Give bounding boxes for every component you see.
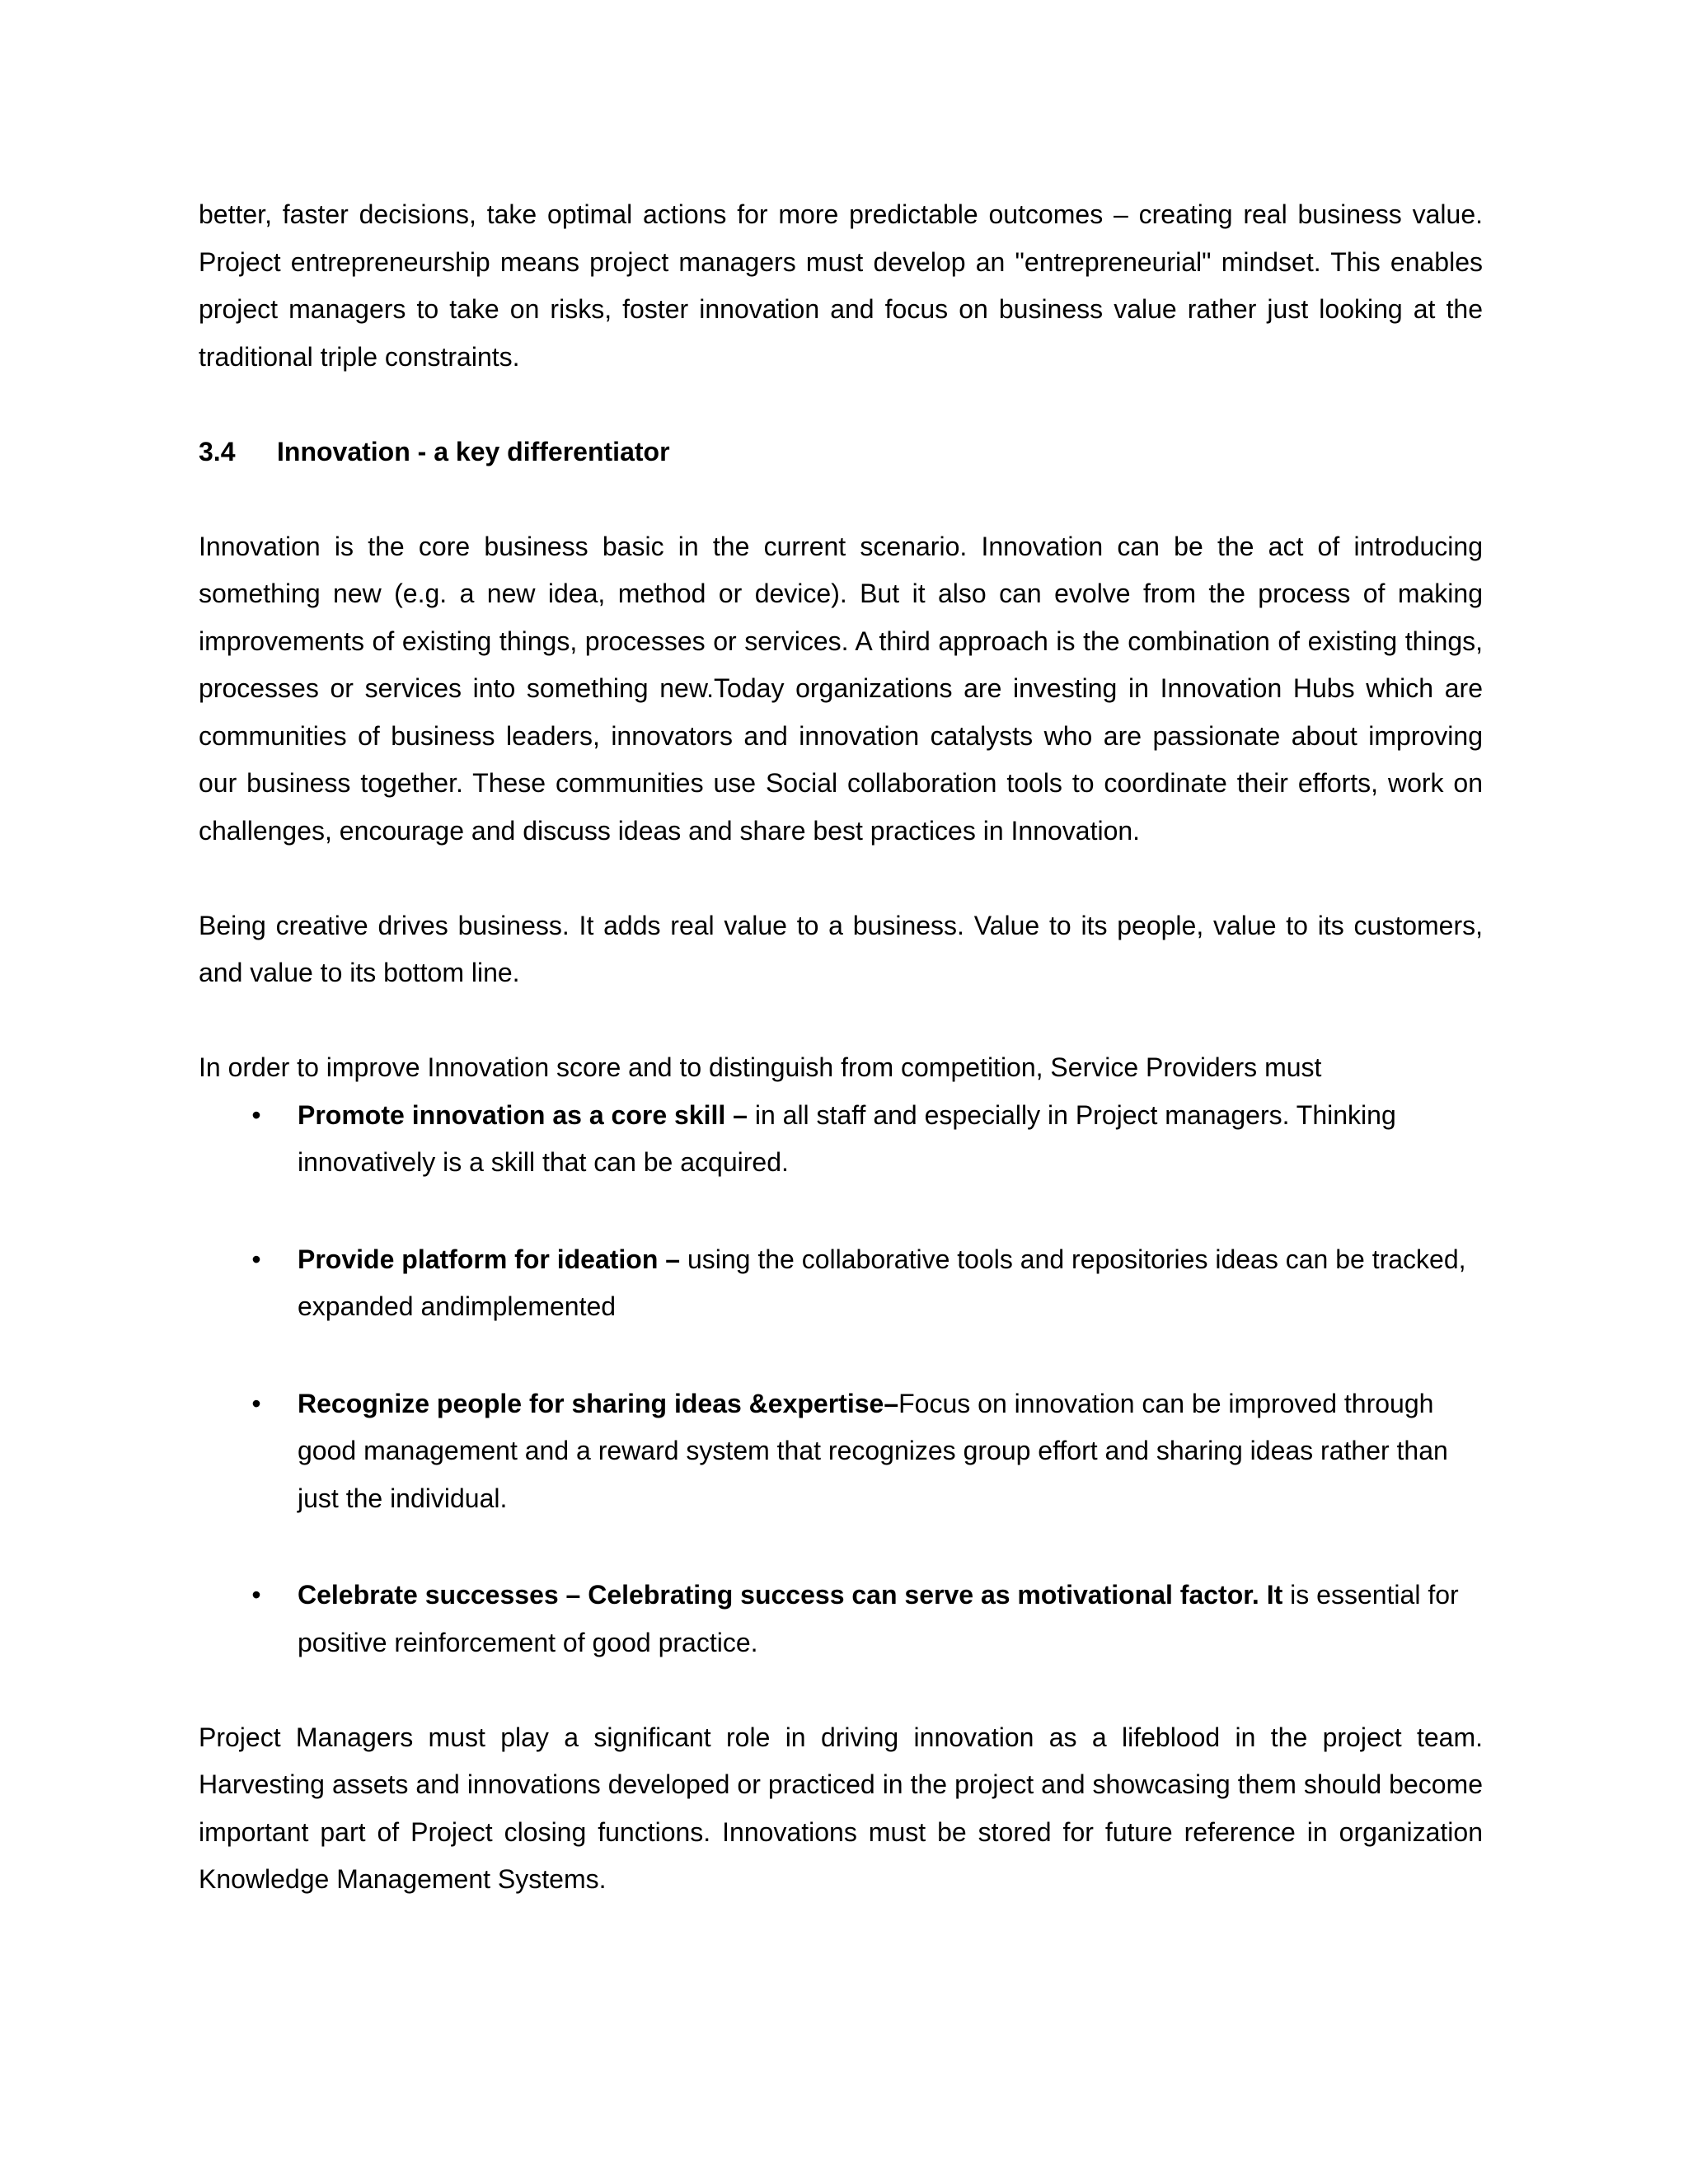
section-number: 3.4 bbox=[199, 436, 236, 466]
bullet-text: Focus on innovation can be improved through good management and a reward system that recognizes group effort and sharing ideas rather than just the individual. bbox=[298, 1388, 1448, 1513]
bullet-icon: • bbox=[251, 1388, 261, 1418]
bullet-item-promote-innovation bbox=[199, 1092, 1483, 1187]
innovation-bullet-list bbox=[199, 1092, 1483, 1667]
bullet-item-ideation-platform bbox=[199, 1236, 1483, 1331]
bullet-text: in all staff and especially in Project managers. Thinking innovatively is a skill that can be acquired. bbox=[298, 1099, 1396, 1177]
section-title: Innovation - a key differentiator bbox=[277, 436, 670, 466]
paragraph-list-intro: In order to improve Innovation score and to distinguish from competition, Service Providers must bbox=[199, 1052, 1322, 1082]
bullet-lead: Provide platform for ideation – bbox=[298, 1244, 681, 1274]
paragraph-project-managers-role: Project Managers must play a significant role in driving innovation as a lifeblood in the project team. Harvesting assets and innovations developed or practiced in the project and showcasing them should become important part of Project closing functions. Innovations must be stored for future reference in organization Knowledge Management Systems. bbox=[199, 1722, 1483, 1894]
bullet-lead: Celebrate successes – Celebrating success can serve as motivational factor. It bbox=[298, 1580, 1283, 1610]
bullet-item-celebrate-successes bbox=[199, 1572, 1483, 1666]
section-heading bbox=[199, 429, 1483, 476]
paragraph-being-creative: Being creative drives business. It adds real value to a business. Value to its people, value to its customers, and value to its bottom line. bbox=[199, 910, 1483, 987]
bullet-icon: • bbox=[251, 1099, 261, 1130]
bullet-icon: • bbox=[251, 1580, 261, 1610]
bullet-text: is essential for positive reinforcement of good practice. bbox=[298, 1580, 1459, 1657]
bullet-lead: Recognize people for sharing ideas &expertise– bbox=[298, 1388, 899, 1418]
paragraph-project-entrepreneurship: better, faster decisions, take optimal actions for more predictable outcomes – creating real business value. Project entrepreneurship means project managers must develop an "entrepreneurial" mindset. This enables project managers to take on risks, foster innovation and focus on business value rather just looking at the traditional triple constraints. bbox=[199, 199, 1483, 372]
bullet-icon: • bbox=[251, 1244, 261, 1274]
bullet-item-recognize-people bbox=[199, 1380, 1483, 1523]
paragraph-innovation-core: Innovation is the core business basic in the current scenario. Innovation can be the act of introducing something new (e.g. a new idea, method or device). But it also can evolve from the process of making improvements of existing things, processes or services. A third approach is the combination of existing things, processes or services into something new.Today organizations are investing in Innovation Hubs which are communities of business leaders, innovators and innovation catalysts who are passionate about improving our business together. These communities use Social collaboration tools to coordinate their efforts, work on challenges, encourage and discuss ideas and share best practices in Innovation. bbox=[199, 531, 1483, 846]
bullet-lead: Promote innovation as a core skill – bbox=[298, 1099, 748, 1130]
document-body bbox=[199, 191, 1483, 1904]
bullet-text: using the collaborative tools and repositories ideas can be tracked, expanded andimplemented bbox=[298, 1244, 1466, 1321]
